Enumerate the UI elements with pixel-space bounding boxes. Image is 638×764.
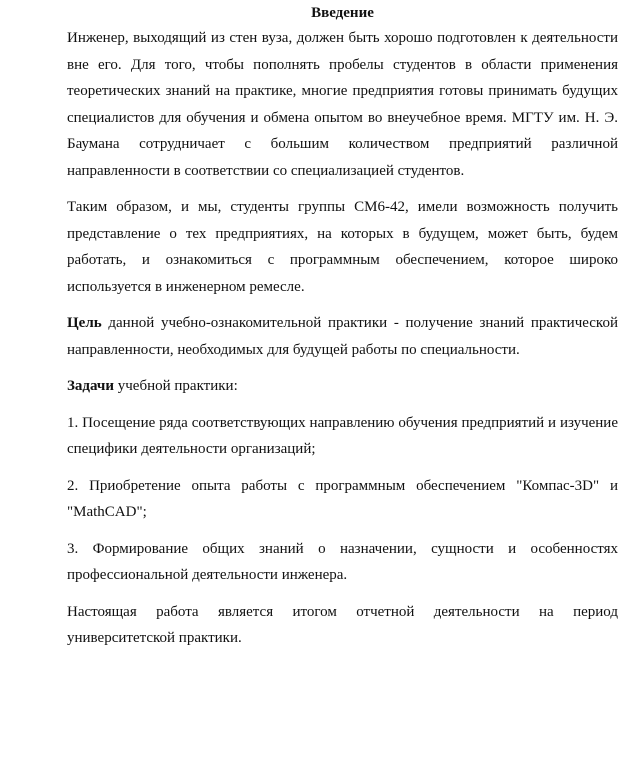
second-paragraph: Таким образом, и мы, студенты группы СМ6-42, имели возможность получить представление о тех предприятиях, на которых в будущем, может быть, будем работать, и ознакомиться с программным обеспечением, которое широко используется в инженерном ремесле. <box>67 199 618 295</box>
goal-text: данной учебно-ознакомительной практики - получение знаний практической направленности, необходимых для будущей работы по специальности. <box>67 315 618 358</box>
intro-paragraph: Инженер, выходящий из стен вуза, должен быть хорошо подготовлен к деятельности вне его. Для того, чтобы пополнять пробелы студентов в области применения теоретических знаний на практике, многие предприятия готовы принимать будущих специалистов для обучения и обмена опытом во внеучебное время. МГТУ им. Н. Э. Баумана сотрудничает с большим количеством предприятий различной направленности в соответствии со специализацией студентов. <box>67 30 618 179</box>
tasks-heading <box>67 373 618 400</box>
goal-label: Цель <box>67 315 102 331</box>
page-title: Введение <box>311 5 374 21</box>
task-item: 1. Посещение ряда соответствующих направлению обучения предприятий и изучение специфики деятельности организаций; <box>67 414 618 457</box>
task-item: 3. Формирование общих знаний о назначении, сущности и особенностях профессиональной деятельности инженера. <box>67 540 618 583</box>
tasks-text: учебной практики: <box>114 378 238 394</box>
tasks-label: Задачи <box>67 378 115 394</box>
closing-paragraph: Настоящая работа является итогом отчетной деятельности на период университетской практики. <box>67 603 618 646</box>
task-item: 2. Приобретение опыта работы с программным обеспечением "Компас-3D" и "MathCAD"; <box>67 477 618 520</box>
goal-paragraph <box>67 310 618 363</box>
